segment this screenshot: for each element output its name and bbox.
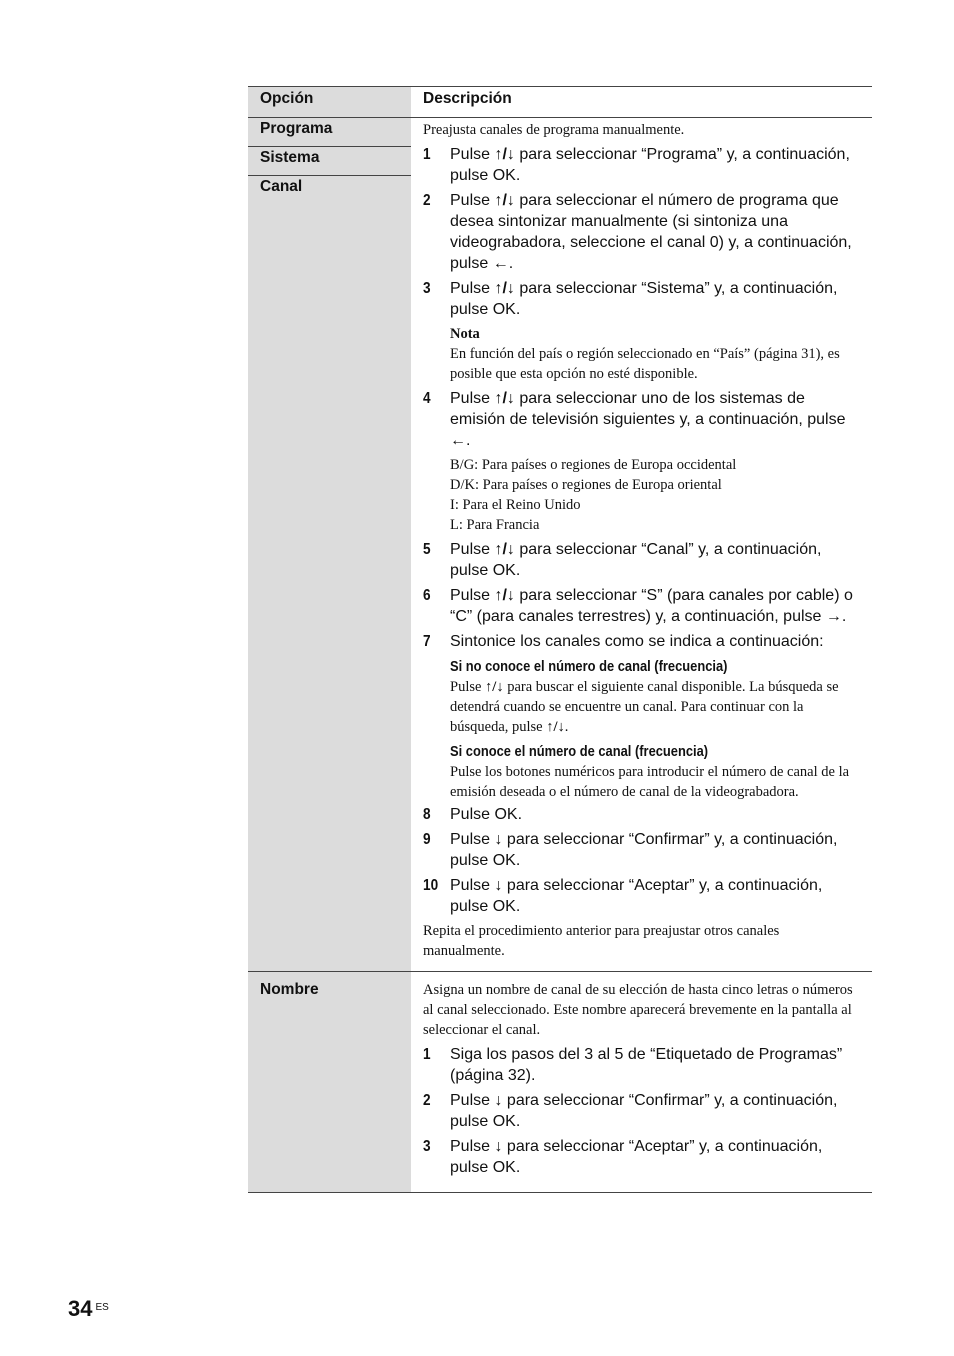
step-10 <box>423 875 858 917</box>
up-down-arrow-icon: ↑/↓ <box>494 146 515 163</box>
step-number: 6 <box>423 587 431 604</box>
step-2 <box>423 190 858 274</box>
intro-text: Preajusta canales de programa manualmente. <box>423 122 685 138</box>
option-sistema: Sistema <box>248 147 411 176</box>
table-row <box>248 118 872 971</box>
step-number: 3 <box>423 280 431 297</box>
step-number: 2 <box>423 192 431 209</box>
option-cell <box>248 972 411 1192</box>
step-text: para seleccionar “Confirmar” y, a continuación, pulse OK. <box>450 1092 838 1130</box>
step-text: Pulse OK. <box>450 806 523 823</box>
unknown-channel-text: Pulse ↑/↓ para buscar el siguiente canal disponible. La búsqueda se detendrá cuando se encuentre un canal. Para continuar con la búsqueda, pulse ↑/↓. <box>450 679 839 735</box>
up-down-arrow-icon: ↑/↓ <box>494 280 515 297</box>
note <box>450 324 858 384</box>
step-text: para seleccionar “Confirmar” y, a continuación, pulse OK. <box>450 831 838 869</box>
step-text: . <box>466 432 471 449</box>
step-1 <box>423 144 858 186</box>
step-text: para seleccionar “Programa” y, a continuación, pulse OK. <box>450 146 850 184</box>
step-3 <box>423 278 858 320</box>
step-text: Sintonice los canales como se indica a continuación: <box>450 633 824 650</box>
left-arrow-icon: ← <box>492 255 509 272</box>
up-down-arrow-icon: ↑/↓ <box>485 679 504 695</box>
step-text: para seleccionar el número de programa que desea sintonizar manualmente (si sintoniza una videograbadora, seleccione el canal 0) y, a continuación, pulse <box>450 192 852 272</box>
step-text: Pulse <box>450 146 495 163</box>
step-text: para seleccionar “Canal” y, a continuación, pulse OK. <box>450 541 822 579</box>
down-arrow-icon: ↓ <box>494 831 503 848</box>
left-arrow-icon: ← <box>450 432 466 449</box>
step-number: 5 <box>423 541 431 558</box>
step-text: para seleccionar “Aceptar” y, a continuación, pulse OK. <box>450 1138 823 1176</box>
header-option: Opción <box>248 87 411 117</box>
step-2 <box>423 1090 858 1132</box>
list-item: I: Para el Reino Unido <box>450 497 581 513</box>
step-number: 2 <box>423 1092 431 1109</box>
right-arrow-icon: → <box>825 608 842 625</box>
header-description: Descripción <box>423 90 512 107</box>
known-channel-heading: Si conoce el número de canal (frecuencia) <box>450 743 709 760</box>
up-down-arrow-icon: ↑/↓ <box>494 541 515 558</box>
option-programa: Programa <box>248 118 411 147</box>
description-cell <box>411 118 872 971</box>
systems-list <box>450 455 858 535</box>
known-channel-text: Pulse los botones numéricos para introducir el número de canal de la emisión deseada o el número de canal de la videograbadora. <box>450 764 850 800</box>
down-arrow-icon: ↓ <box>494 1092 503 1109</box>
step-text: Pulse <box>450 1092 495 1109</box>
step-number: 1 <box>423 1046 431 1063</box>
step-text: Pulse <box>450 192 495 209</box>
step-text: para seleccionar “Sistema” y, a continuación, pulse OK. <box>450 280 838 318</box>
step-text: Pulse <box>450 877 495 894</box>
option-cell <box>248 118 411 971</box>
up-down-arrow-icon: ↑/↓ <box>546 719 565 735</box>
step-1 <box>423 1044 858 1086</box>
list-item: L: Para Francia <box>450 517 540 533</box>
unknown-channel-heading: Si no conoce el número de canal (frecuencia) <box>450 658 728 675</box>
step-text: Pulse <box>450 1138 495 1155</box>
up-down-arrow-icon: ↑/↓ <box>494 390 515 407</box>
intro-text: Asigna un nombre de canal de su elección de hasta cinco letras o números al canal seleccionado. Este nombre aparecerá brevemente en la pantalla al seleccionar el canal. <box>423 982 853 1038</box>
page-language: ES <box>95 1302 109 1313</box>
step-number: 7 <box>423 633 431 650</box>
step-number: 4 <box>423 390 431 407</box>
table-header <box>248 87 872 118</box>
description-cell <box>411 972 872 1192</box>
option-nombre: Nombre <box>260 981 319 998</box>
up-down-arrow-icon: ↑/↓ <box>494 587 515 604</box>
up-down-arrow-icon: ↑/↓ <box>494 192 515 209</box>
outro-text: Repita el procedimiento anterior para preajustar otros canales manualmente. <box>423 923 780 959</box>
note-text: En función del país o región seleccionado en “País” (página 31), es posible que esta opción no esté disponible. <box>450 346 840 382</box>
list-item: B/G: Para países o regiones de Europa occidental <box>450 457 737 473</box>
step-9 <box>423 829 858 871</box>
step-5 <box>423 539 858 581</box>
step-3 <box>423 1136 858 1178</box>
down-arrow-icon: ↓ <box>494 1138 503 1155</box>
list-item: D/K: Para países o regiones de Europa oriental <box>450 477 722 493</box>
step-number: 9 <box>423 831 431 848</box>
step-8 <box>423 804 858 825</box>
step-text: Pulse <box>450 587 495 604</box>
step-text: Pulse <box>450 541 495 558</box>
step-number: 1 <box>423 146 431 163</box>
step-text: Pulse <box>450 390 495 407</box>
step-number: 8 <box>423 806 431 823</box>
step-7 <box>423 631 858 652</box>
note-title: Nota <box>450 326 480 342</box>
step-text: . <box>508 255 514 272</box>
table-row <box>248 971 872 1192</box>
page-footer <box>68 1296 109 1322</box>
step-text: para seleccionar uno de los sistemas de emisión de televisión siguientes y, a continuación, pulse <box>450 390 846 428</box>
step-text: Pulse <box>450 831 495 848</box>
page-number: 34 <box>68 1296 93 1321</box>
down-arrow-icon: ↓ <box>494 877 503 894</box>
step-text: para seleccionar “S” (para canales por cable) o “C” (para canales terrestres) y, a continuación, pulse <box>450 587 853 625</box>
step-number: 3 <box>423 1138 431 1155</box>
step-number: 10 <box>423 877 439 894</box>
options-table <box>248 86 872 1193</box>
step-text: . <box>841 608 847 625</box>
option-canal: Canal <box>260 178 303 195</box>
step-text: Pulse <box>450 280 495 297</box>
step-4 <box>423 388 858 451</box>
step-text: para seleccionar “Aceptar” y, a continuación, pulse OK. <box>450 877 823 915</box>
step-6 <box>423 585 858 627</box>
step-text: Siga los pasos del 3 al 5 de “Etiquetado de Programas” (página 32). <box>450 1046 843 1084</box>
